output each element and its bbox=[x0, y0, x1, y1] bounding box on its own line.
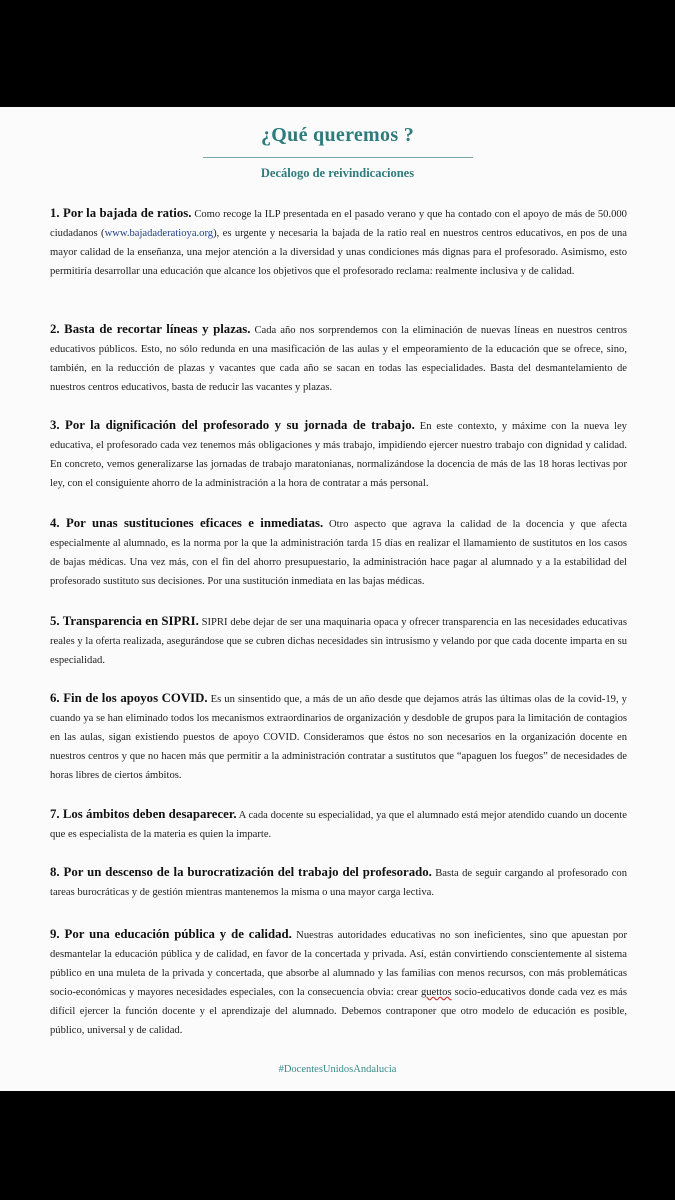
demand-heading: 2. Basta de recortar líneas y plazas. bbox=[50, 322, 251, 336]
title-divider bbox=[203, 157, 473, 158]
demand-item-9 bbox=[50, 925, 627, 1040]
demand-item-2 bbox=[50, 320, 627, 397]
demand-heading: 8. Por un descenso de la burocratización del trabajo del profesorado. bbox=[50, 865, 432, 879]
demand-heading: 9. Por una educación pública y de calidad. bbox=[50, 927, 292, 941]
demand-item-7 bbox=[50, 805, 627, 844]
demand-item-1 bbox=[50, 204, 627, 281]
demand-item-4 bbox=[50, 514, 627, 591]
underlined-word: guettos bbox=[420, 987, 452, 998]
demand-text: socio-educativos donde cada vez es más difícil ejercer la función docente y el aprendizaje del alumnado. Debemos contraponer que otro modelo de educación es posible, público, universal y de calidad. bbox=[50, 987, 627, 1036]
website-link[interactable]: www.bajadaderatioya.org bbox=[104, 228, 214, 239]
page-subtitle: Decálogo de reivindicaciones bbox=[260, 166, 415, 180]
hashtag[interactable]: #DocentesUnidosAndalucia bbox=[278, 1064, 397, 1075]
demand-text: Nuestras autoridades educativas no son ineficientes, sino que apuestan por desmantelar la educación pública y de calidad, en favor de la concertada y privada. Así, están convirtiendo conscientemente al sistema público en una muleta de la privada y concertada, que absorbe al alumnado y las familias con menos recursos, con más problemáticas socio-económicas y mayores necesidades especiales, con la consecuencia obvia: crear bbox=[50, 930, 627, 998]
demand-text: Basta de seguir cargando al profesorado con tareas burocráticas y de gestión mientras mantenemos la misma o una mayor carga lectiva. bbox=[50, 868, 627, 898]
demand-heading: 5. Transparencia en SIPRI. bbox=[50, 614, 199, 628]
demand-heading: 3. Por la dignificación del profesorado y su jornada de trabajo. bbox=[50, 418, 415, 432]
demand-text: SIPRI debe dejar de ser una maquinaria opaca y ofrecer transparencia en las necesidades educativas reales y la oferta realizada, asegurándose que se cubren dichas necesidades sin intrusismo y velando por que cada docente imparta en su especialidad. bbox=[50, 617, 627, 666]
demand-text: Cada año nos sorprendemos con la eliminación de nuevas líneas en nuestros centros educativos públicos. Esto, no sólo redunda en una masificación de las aulas y el empeoramiento de la educación que se ofrece, sino, también, en la reducción de plazas y vacantes que cada año se sacan en todas las especialidades. Basta del desmantelamiento de nuestros centros educativos, basta de reducir las vacantes y plazas. bbox=[50, 325, 627, 393]
demand-text: En este contexto, y máxime con la nueva ley educativa, el profesorado cada vez tenemos más obligaciones y más trabajo, impidiendo ejercer nuestro trabajo con dignidad y calidad. En concreto, vemos generalizarse las jornadas de trabajo maratonianas, normalizándose la docencia de más de las 18 horas lectivas por ley, con el consiguiente ahorro de la administración a la hora de contratar a más personal. bbox=[50, 421, 627, 489]
demand-text: Es un sinsentido que, a más de un año desde que dejamos atrás las últimas olas de la covid-19, y cuando ya se han eliminado todos los mecanismos extraordinarios de organización y desdoble de grupos para la limitación de contagios en las aulas, sigan existiendo puestos de apoyo COVID. Consideramos que éstos no son necesarios en la organización docente en nuestros centros y que no hacen más que permitir a la administración contratar a sustitutos que “apaguen los fuegos” de necesidades de horas libres de ciertos ámbitos. bbox=[50, 694, 627, 781]
demand-text: Otro aspecto que agrava la calidad de la docencia y que afecta especialmente al alumnado, es la norma por la que la administración tarda 15 días en realizar el llamamiento de sustitutos en los casos de bajas médicas. Una vez más, con el fin del ahorro presupuestario, la administración hace pagar al alumnado y a la estabilidad del profesorado sustituto sus decisiones. Por una sustitución inmediata en las bajas médicas. bbox=[50, 519, 627, 587]
demand-heading: 7. Los ámbitos deben desaparecer. bbox=[50, 807, 237, 821]
demand-item-5 bbox=[50, 612, 627, 670]
demand-text: ), es urgente y necesaria la bajada de la ratio real en nuestros centros educativos, en pos de una mayor calidad de la enseñanza, una mejor atención a la diversidad y unas condiciones más dignas para el profesorado. Asimismo, esto permitiría desarrollar una educación que alcance los objetivos que el profesorado reclama: realmente inclusiva y de calidad. bbox=[50, 228, 627, 277]
demand-heading: 1. Por la bajada de ratios. bbox=[50, 206, 192, 220]
demand-item-3 bbox=[50, 416, 627, 493]
demand-item-6 bbox=[50, 689, 627, 785]
demand-text: Como recoge la ILP presentada en el pasado verano y que ha contado con el apoyo de más de 50.000 ciudadanos ( bbox=[50, 209, 627, 239]
demand-heading: 4. Por unas sustituciones eficaces e inmediatas. bbox=[50, 516, 324, 530]
page-title: ¿Qué queremos ? bbox=[260, 124, 414, 146]
demand-item-8 bbox=[50, 863, 627, 902]
demand-heading: 6. Fin de los apoyos COVID. bbox=[50, 691, 208, 705]
document-page bbox=[0, 107, 675, 1091]
demand-text: A cada docente su especialidad, ya que el alumnado está mejor atendido cuando un docente que es especialista de la materia es quien la imparte. bbox=[50, 810, 627, 840]
